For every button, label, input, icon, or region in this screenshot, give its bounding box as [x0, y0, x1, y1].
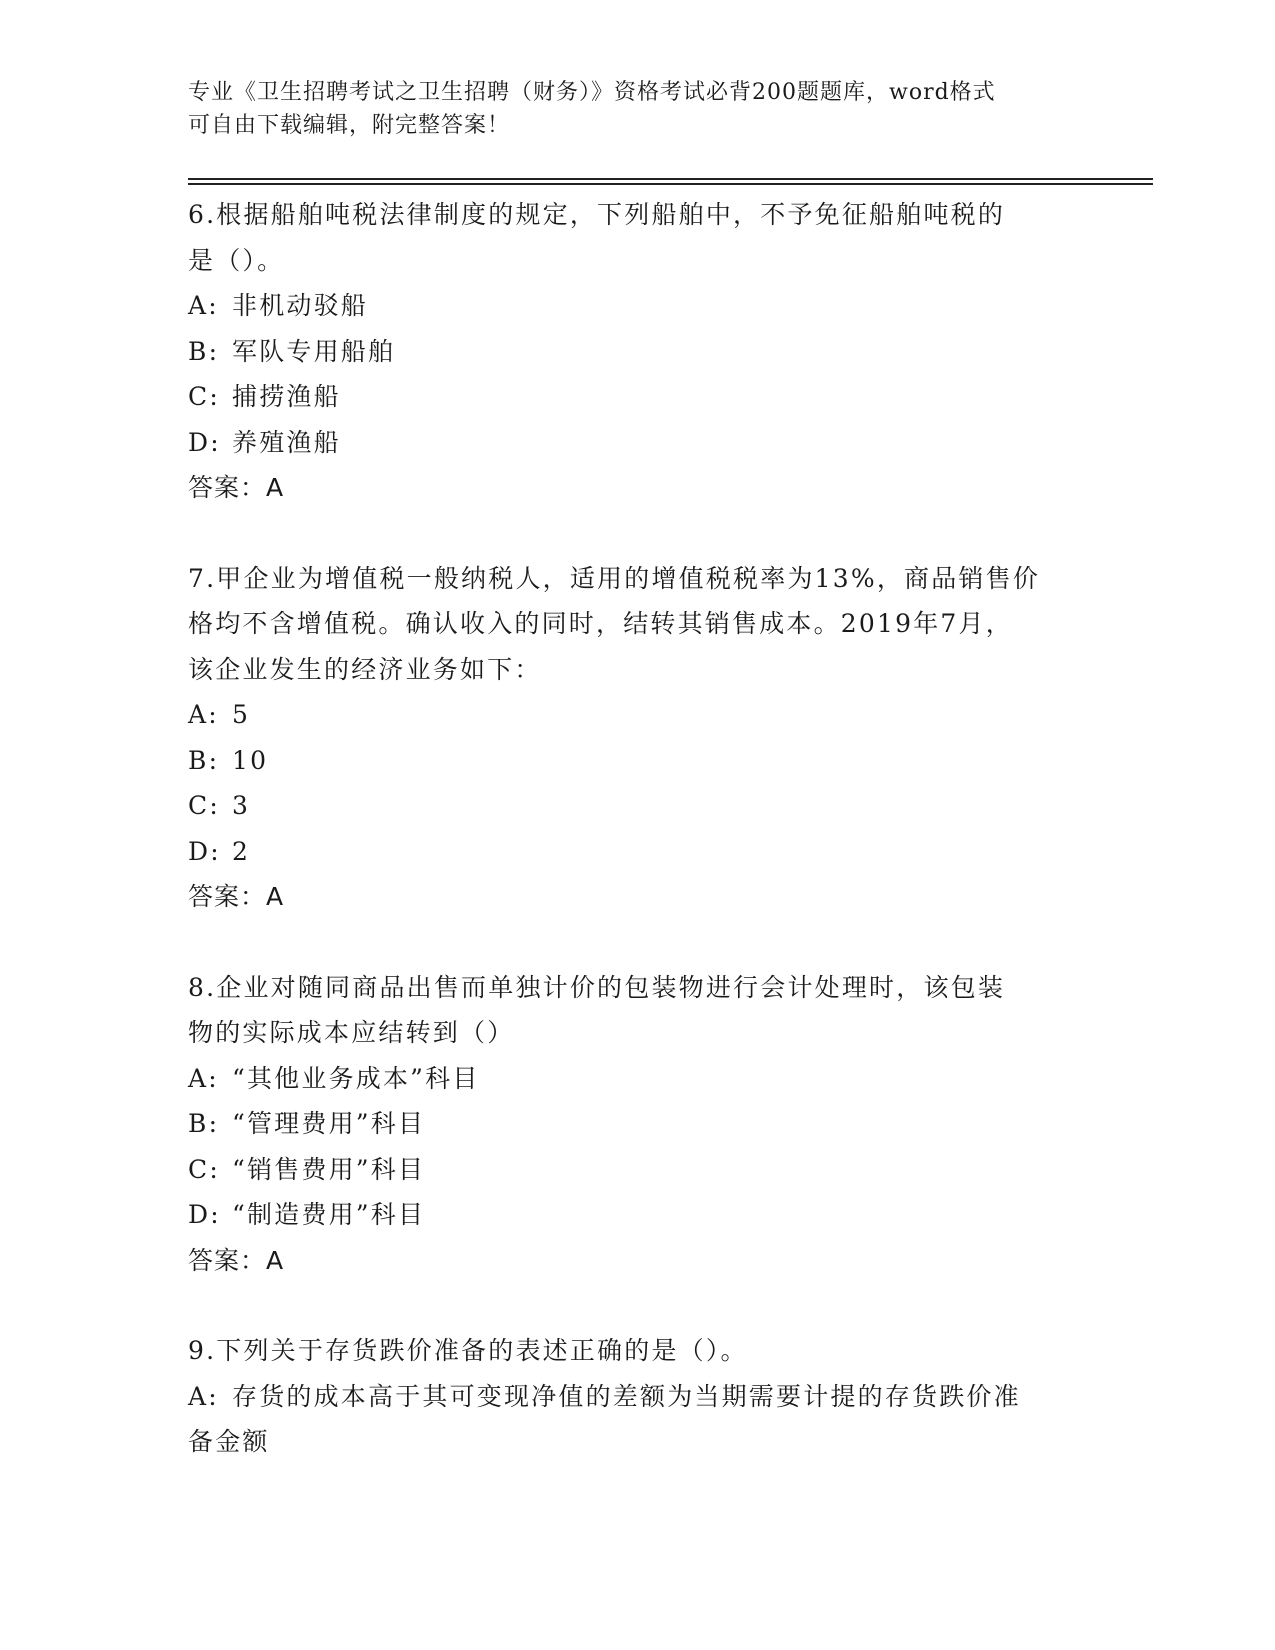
question-stem-line: 物的实际成本应结转到（）: [188, 1018, 515, 1047]
option-text: 5: [232, 700, 251, 729]
option-text: “销售费用”科目: [232, 1154, 426, 1184]
option-d: [188, 829, 1088, 875]
option-text: 捕捞渔船: [232, 382, 341, 411]
option-text: 军队专用船舶: [232, 336, 396, 366]
question-stem-line: 该企业发生的经济业务如下：: [188, 654, 542, 684]
option-key: C:: [188, 382, 220, 411]
option-key: C:: [188, 1154, 220, 1184]
option-a: [188, 1374, 1088, 1420]
option-key: A:: [188, 291, 219, 320]
question-stem-line: 6.根据船舶吨税法律制度的规定，下列船舶中，不予免征船舶吨税的: [188, 200, 1006, 229]
header-divider-bottom: [188, 183, 1153, 185]
question-7: [188, 556, 1088, 920]
document-header: [188, 76, 1068, 142]
question-stem-line: 格均不含增值税。确认收入的同时，结转其销售成本。2019年7月，: [188, 609, 1013, 638]
question-list: [188, 192, 1088, 1465]
question-spacer: [188, 511, 1088, 556]
option-key: A:: [188, 1063, 219, 1093]
option-a: [188, 692, 1088, 738]
option-key: D:: [188, 427, 221, 457]
question-9: [188, 1328, 1088, 1465]
option-key: B:: [188, 336, 220, 366]
option-a: [188, 283, 1088, 329]
option-b: [188, 738, 1088, 784]
question-8: [188, 965, 1088, 1284]
question-stem-line: 7.甲企业为增值税一般纳税人，适用的增值税税率为13%，商品销售价: [188, 563, 1041, 593]
question-stem-line: 8.企业对随同商品出售而单独计价的包装物进行会计处理时，该包装: [188, 972, 1006, 1002]
question-stem-line: 是（）。: [188, 245, 285, 275]
question-spacer: [188, 920, 1088, 965]
option-key: B:: [188, 1109, 220, 1138]
option-c: [188, 374, 1088, 420]
option-d: [188, 420, 1088, 466]
option-key: B:: [188, 745, 220, 775]
answer-line: 答案：A: [188, 882, 285, 911]
option-a-continuation: 备金额: [188, 1427, 270, 1456]
option-b: [188, 329, 1088, 375]
option-text: “管理费用”科目: [232, 1109, 426, 1138]
question-6: [188, 192, 1088, 511]
option-text: 3: [232, 791, 251, 820]
answer-line: 答案：A: [188, 1245, 285, 1275]
option-key: A:: [188, 700, 219, 729]
header-title-line-1: 专业《卫生招聘考试之卫生招聘（财务）》资格考试必背200题题库，word格式: [188, 80, 996, 105]
option-key: D:: [188, 836, 221, 866]
header-title-line-2: 可自由下载编辑，附完整答案！: [188, 113, 511, 138]
option-text: 存货的成本高于其可变现净值的差额为当期需要计提的存货跌价准: [232, 1381, 1021, 1411]
header-divider-top: [188, 178, 1153, 180]
option-text: 养殖渔船: [232, 427, 341, 457]
option-text: 非机动驳船: [232, 291, 369, 320]
option-text: “其他业务成本”科目: [232, 1063, 480, 1093]
option-b: [188, 1101, 1088, 1147]
option-key: A:: [188, 1381, 219, 1411]
option-text: 2: [232, 836, 251, 866]
option-text: “制造费用”科目: [232, 1200, 426, 1229]
option-a: [188, 1056, 1088, 1102]
option-c: [188, 783, 1088, 829]
option-key: D:: [188, 1200, 221, 1229]
question-spacer: [188, 1283, 1088, 1328]
option-d: [188, 1192, 1088, 1238]
option-key: C:: [188, 791, 220, 820]
option-c: [188, 1147, 1088, 1193]
answer-line: 答案：A: [188, 473, 285, 502]
question-stem-line: 9.下列关于存货跌价准备的表述正确的是（）。: [188, 1336, 748, 1365]
option-text: 10: [232, 745, 269, 775]
